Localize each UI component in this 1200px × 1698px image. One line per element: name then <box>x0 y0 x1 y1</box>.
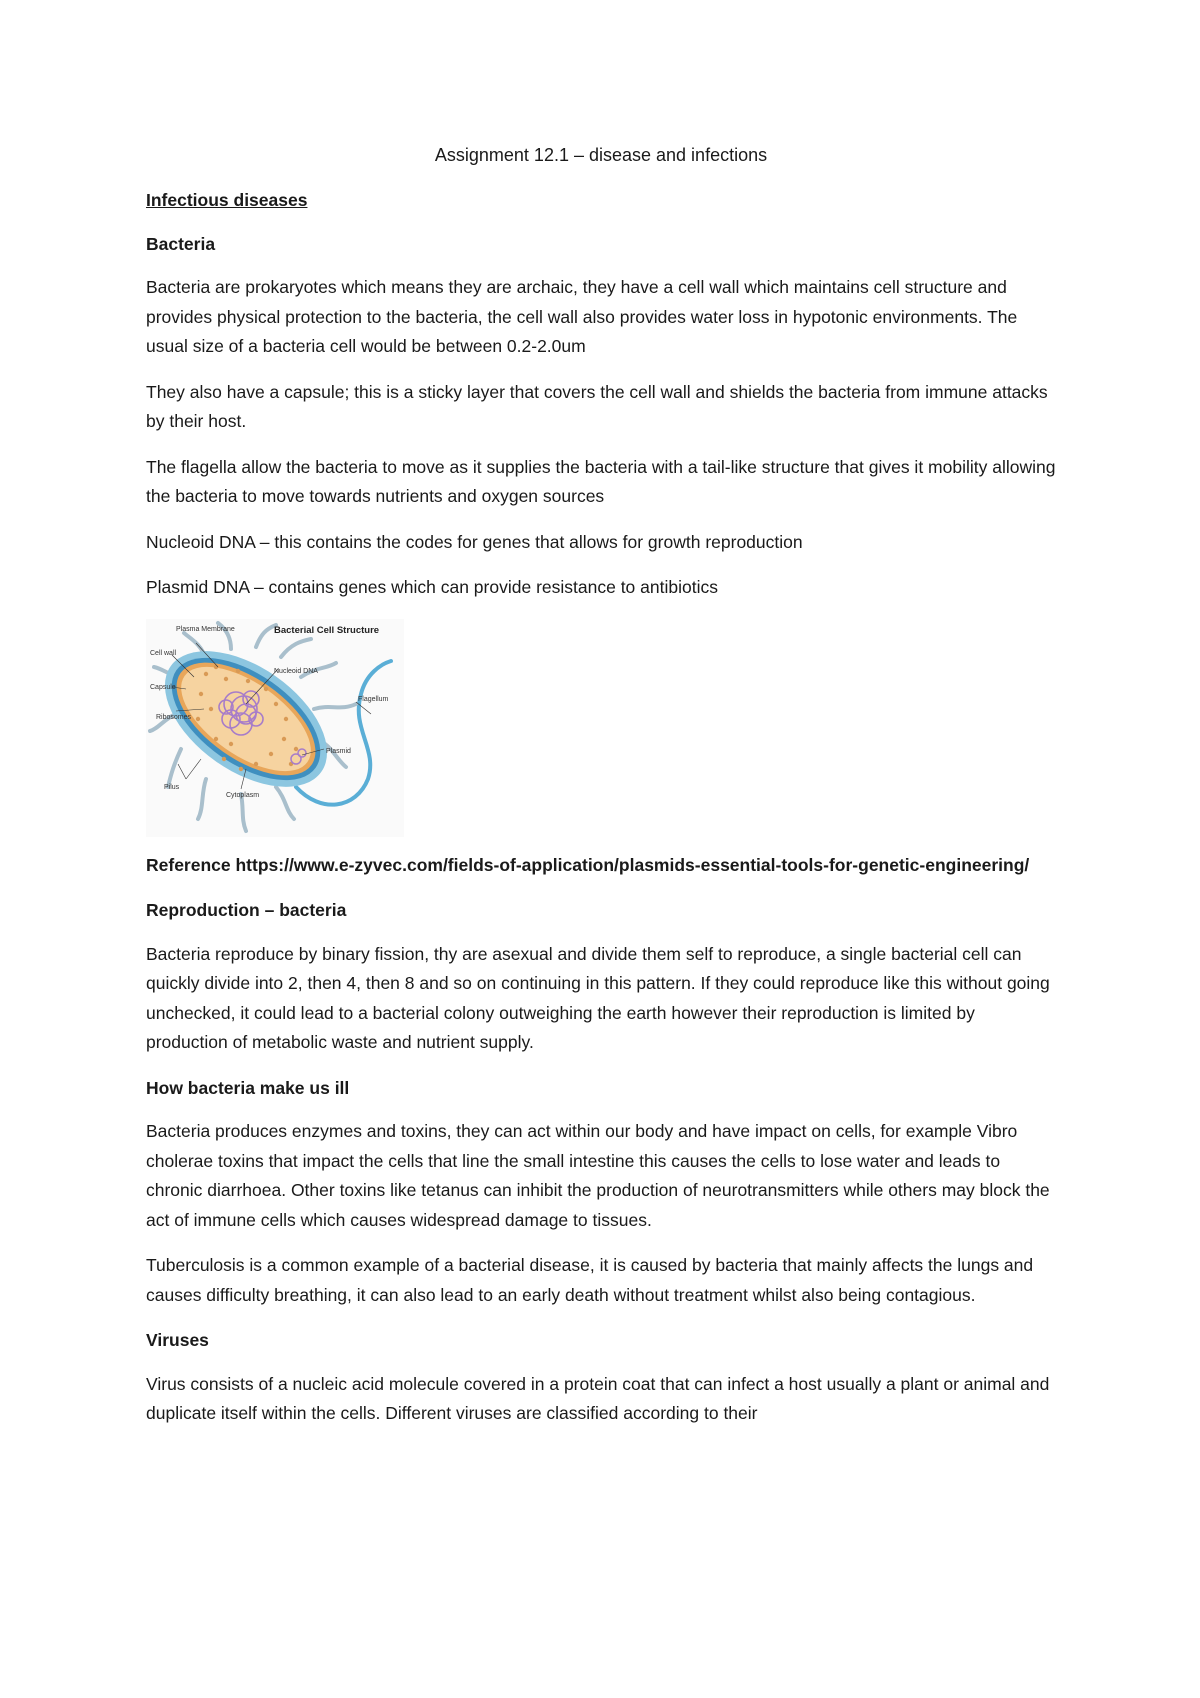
paragraph-flagella: The flagella allow the bacteria to move as it supplies the bacteria with a tail-like structure that gives it mobility allowing the bacteria to move towards nutrients and oxygen sources <box>146 456 1056 506</box>
paragraph-plasmid: Plasmid DNA – contains genes which can provide resistance to antibiotics <box>146 577 718 597</box>
ill-heading: How bacteria make us ill <box>146 1077 350 1098</box>
paragraph-reproduction: Bacteria reproduce by binary fission, thy are asexual and divide them self to reproduce, a single bacterial cell can quickly divide into 2, then 4, then 8 and so on continuing in this pattern. If they could reproduce like this without going unchecked, it could lead to a bacterial colony outweighing the earth however their reproduction is limited by production of metabolic waste and nutrient supply. <box>146 943 1050 1052</box>
document-body <box>146 145 1056 1445</box>
label-nucleoid: Nucleoid DNA <box>274 667 318 675</box>
bacterial-cell-figure <box>146 619 404 837</box>
label-flagellum: Flagellum <box>358 695 389 703</box>
label-plasmid: Plasmid <box>326 747 351 755</box>
document-title: Assignment 12.1 – disease and infections <box>434 145 768 165</box>
paragraph-tuberculosis: Tuberculosis is a common example of a bacterial disease, it is caused by bacteria that mainly affects the lungs and causes difficulty breathing, it can also lead to an early death without treatment whilst also being contagious. <box>146 1255 1034 1305</box>
bacterial-cell-illustration <box>146 619 404 837</box>
paragraph-cell-wall: Bacteria are prokaryotes which means they are archaic, they have a cell wall which maintains cell structure and provides physical protection to the bacteria, the cell wall also provides water loss in hypotonic environments. The usual size of a bacteria cell would be between 0.2-2.0um <box>146 277 1018 356</box>
paragraph-toxins: Bacteria produces enzymes and toxins, they can act within our body and have impact on cells, for example Vibro cholerae toxins that impact the cells that line the small intestine this causes the cells to lose water and leads to chronic diarrhoea. Other toxins like tetanus can inhibit the production of neurotransmitters while others may block the act of immune cells which causes widespread damage to tissues. <box>146 1121 1050 1230</box>
figure-title: Bacterial Cell Structure <box>274 624 380 636</box>
paragraph-capsule: They also have a capsule; this is a sticky layer that covers the cell wall and shields the bacteria from immune attacks by their host. <box>146 381 1048 431</box>
viruses-heading: Viruses <box>146 1330 209 1350</box>
reference-link[interactable]: Reference https://www.e-zyvec.com/fields-of-application/plasmids-essential-tools-for-genetic-engineering/ <box>146 854 1030 875</box>
label-plasma-membrane: Plasma Membrane <box>176 625 235 633</box>
label-capsule: Capsule <box>150 683 176 691</box>
label-pili: Pilus <box>164 783 180 791</box>
paragraph-viruses: Virus consists of a nucleic acid molecule covered in a protein coat that can infect a host usually a plant or animal and duplicate itself within the cells. Different viruses are classified according to their <box>146 1373 1050 1423</box>
bacteria-heading: Bacteria <box>146 233 216 254</box>
label-cell-wall: Cell wall <box>150 649 177 657</box>
section-heading: Infectious diseases <box>146 190 308 210</box>
paragraph-nucleoid: Nucleoid DNA – this contains the codes for genes that allows for growth reproduction <box>146 531 803 552</box>
label-ribosomes: Ribosomes <box>156 713 192 721</box>
reproduction-heading: Reproduction – bacteria <box>146 900 347 920</box>
label-cytoplasm: Cytoplasm <box>226 791 260 799</box>
